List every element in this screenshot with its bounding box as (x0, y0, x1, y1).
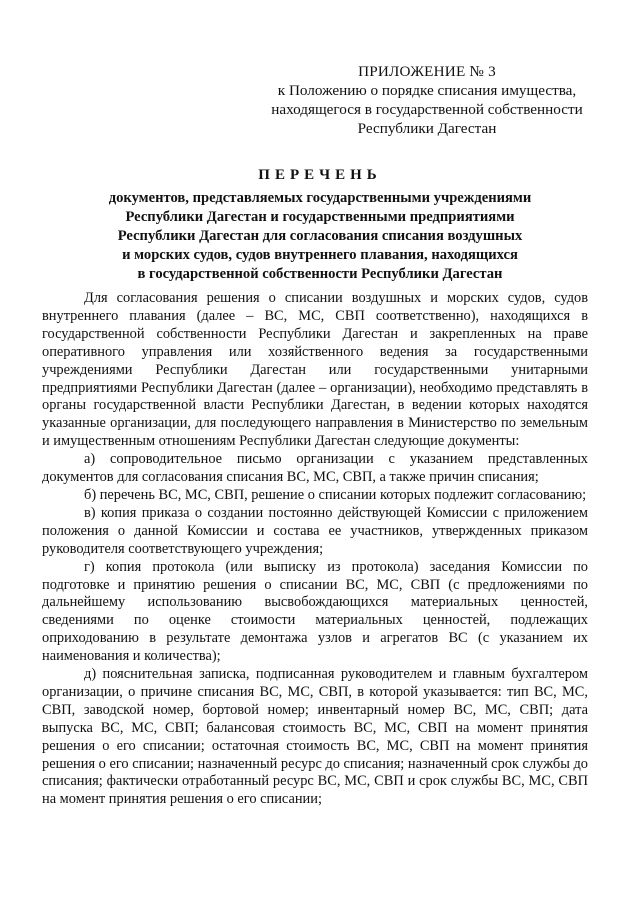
appendix-number: ПРИЛОЖЕНИЕ № 3 (358, 63, 496, 80)
title-line-1: документов, представляемых государственными учреждениями (108, 190, 532, 206)
title-line-3: Республики Дагестан для согласования списания воздушных (117, 228, 523, 244)
appendix-line-2: находящегося в государственной собственности (271, 101, 583, 118)
title-line-2: Республики Дагестан и государственными предприятиями (125, 209, 515, 225)
list-item-b: б) перечень ВС, МС, СВП, решение о списании которых подлежит согласованию; (84, 486, 587, 503)
intro-paragraph: Для согласования решения о списании воздушных и морских судов, судов внутреннего плавания (далее – ВС, МС, СВП соответственно), находящихся в государственной собственности Республики Дагестан и закрепленных на праве оперативного управления или хозяйственного ведения за государственными учреждениями Республики Дагестан или государственными унитарными предприятиями Республики Дагестан (далее – организации), необходимо представлять в органы государственной власти Республики Дагестан, в ведении которых находятся указанные организации, для последующего направления в Министерство по земельным и имущественным отношениям Республики Дагестан следующие документы: (42, 290, 588, 450)
title-line-4: и морских судов, судов внутреннего плавания, находящихся (122, 247, 518, 263)
list-item-v: в) копия приказа о создании постоянно действующей Комиссии с приложением положения о данной Комиссии и состава ее участников, утвержденных приказом руководителя соответствующего учреждения; (42, 504, 588, 557)
list-item-d: д) пояснительная записка, подписанная руководителем и главным бухгалтером организации, о причине списания ВС, МС, СВП, в которой указывается: тип ВС, МС, СВП, заводской номер, бортовой номер; инвентарный номер ВС, МС, СВП; дата выпуска ВС, МС, СВП; балансовая стоимость ВС, МС, СВП на момент принятия решения о его списании; остаточная стоимость ВС, МС, СВП на момент принятия решения о его списании; назначенный ресурс до списания; назначенный срок службы до списания; фактически отработанный ресурс ВС, МС, СВП и срок службы ВС, МС, СВП на момент принятия решения о его списании; (42, 666, 588, 808)
appendix-line-3: Республики Дагестан (357, 120, 497, 137)
appendix-header (262, 62, 592, 138)
document-body (42, 290, 588, 809)
document-title (40, 166, 600, 284)
title-line-5: в государственной собственности Республики Дагестан (137, 266, 503, 282)
appendix-line-1: к Положению о порядке списания имущества, (277, 82, 577, 99)
list-item-g: г) копия протокола (или выписку из протокола) заседания Комиссии по подготовке и принятию решения о списании ВС, МС, СВП (с предложениями по дальнейшему использованию высвобождающихся материальных ценностей, сведениями по оценке стоимости материальных ценностей, подлежащих оприходованию в результате демонтажа узлов и агрегатов ВС (с указанием их наименования и количества); (42, 558, 588, 665)
list-item-a: а) сопроводительное письмо организации с указанием представленных документов для согласования списания ВС, МС, СВП, а также причин списания; (42, 451, 588, 486)
title-heading: ПЕРЕЧЕНЬ (258, 167, 382, 183)
